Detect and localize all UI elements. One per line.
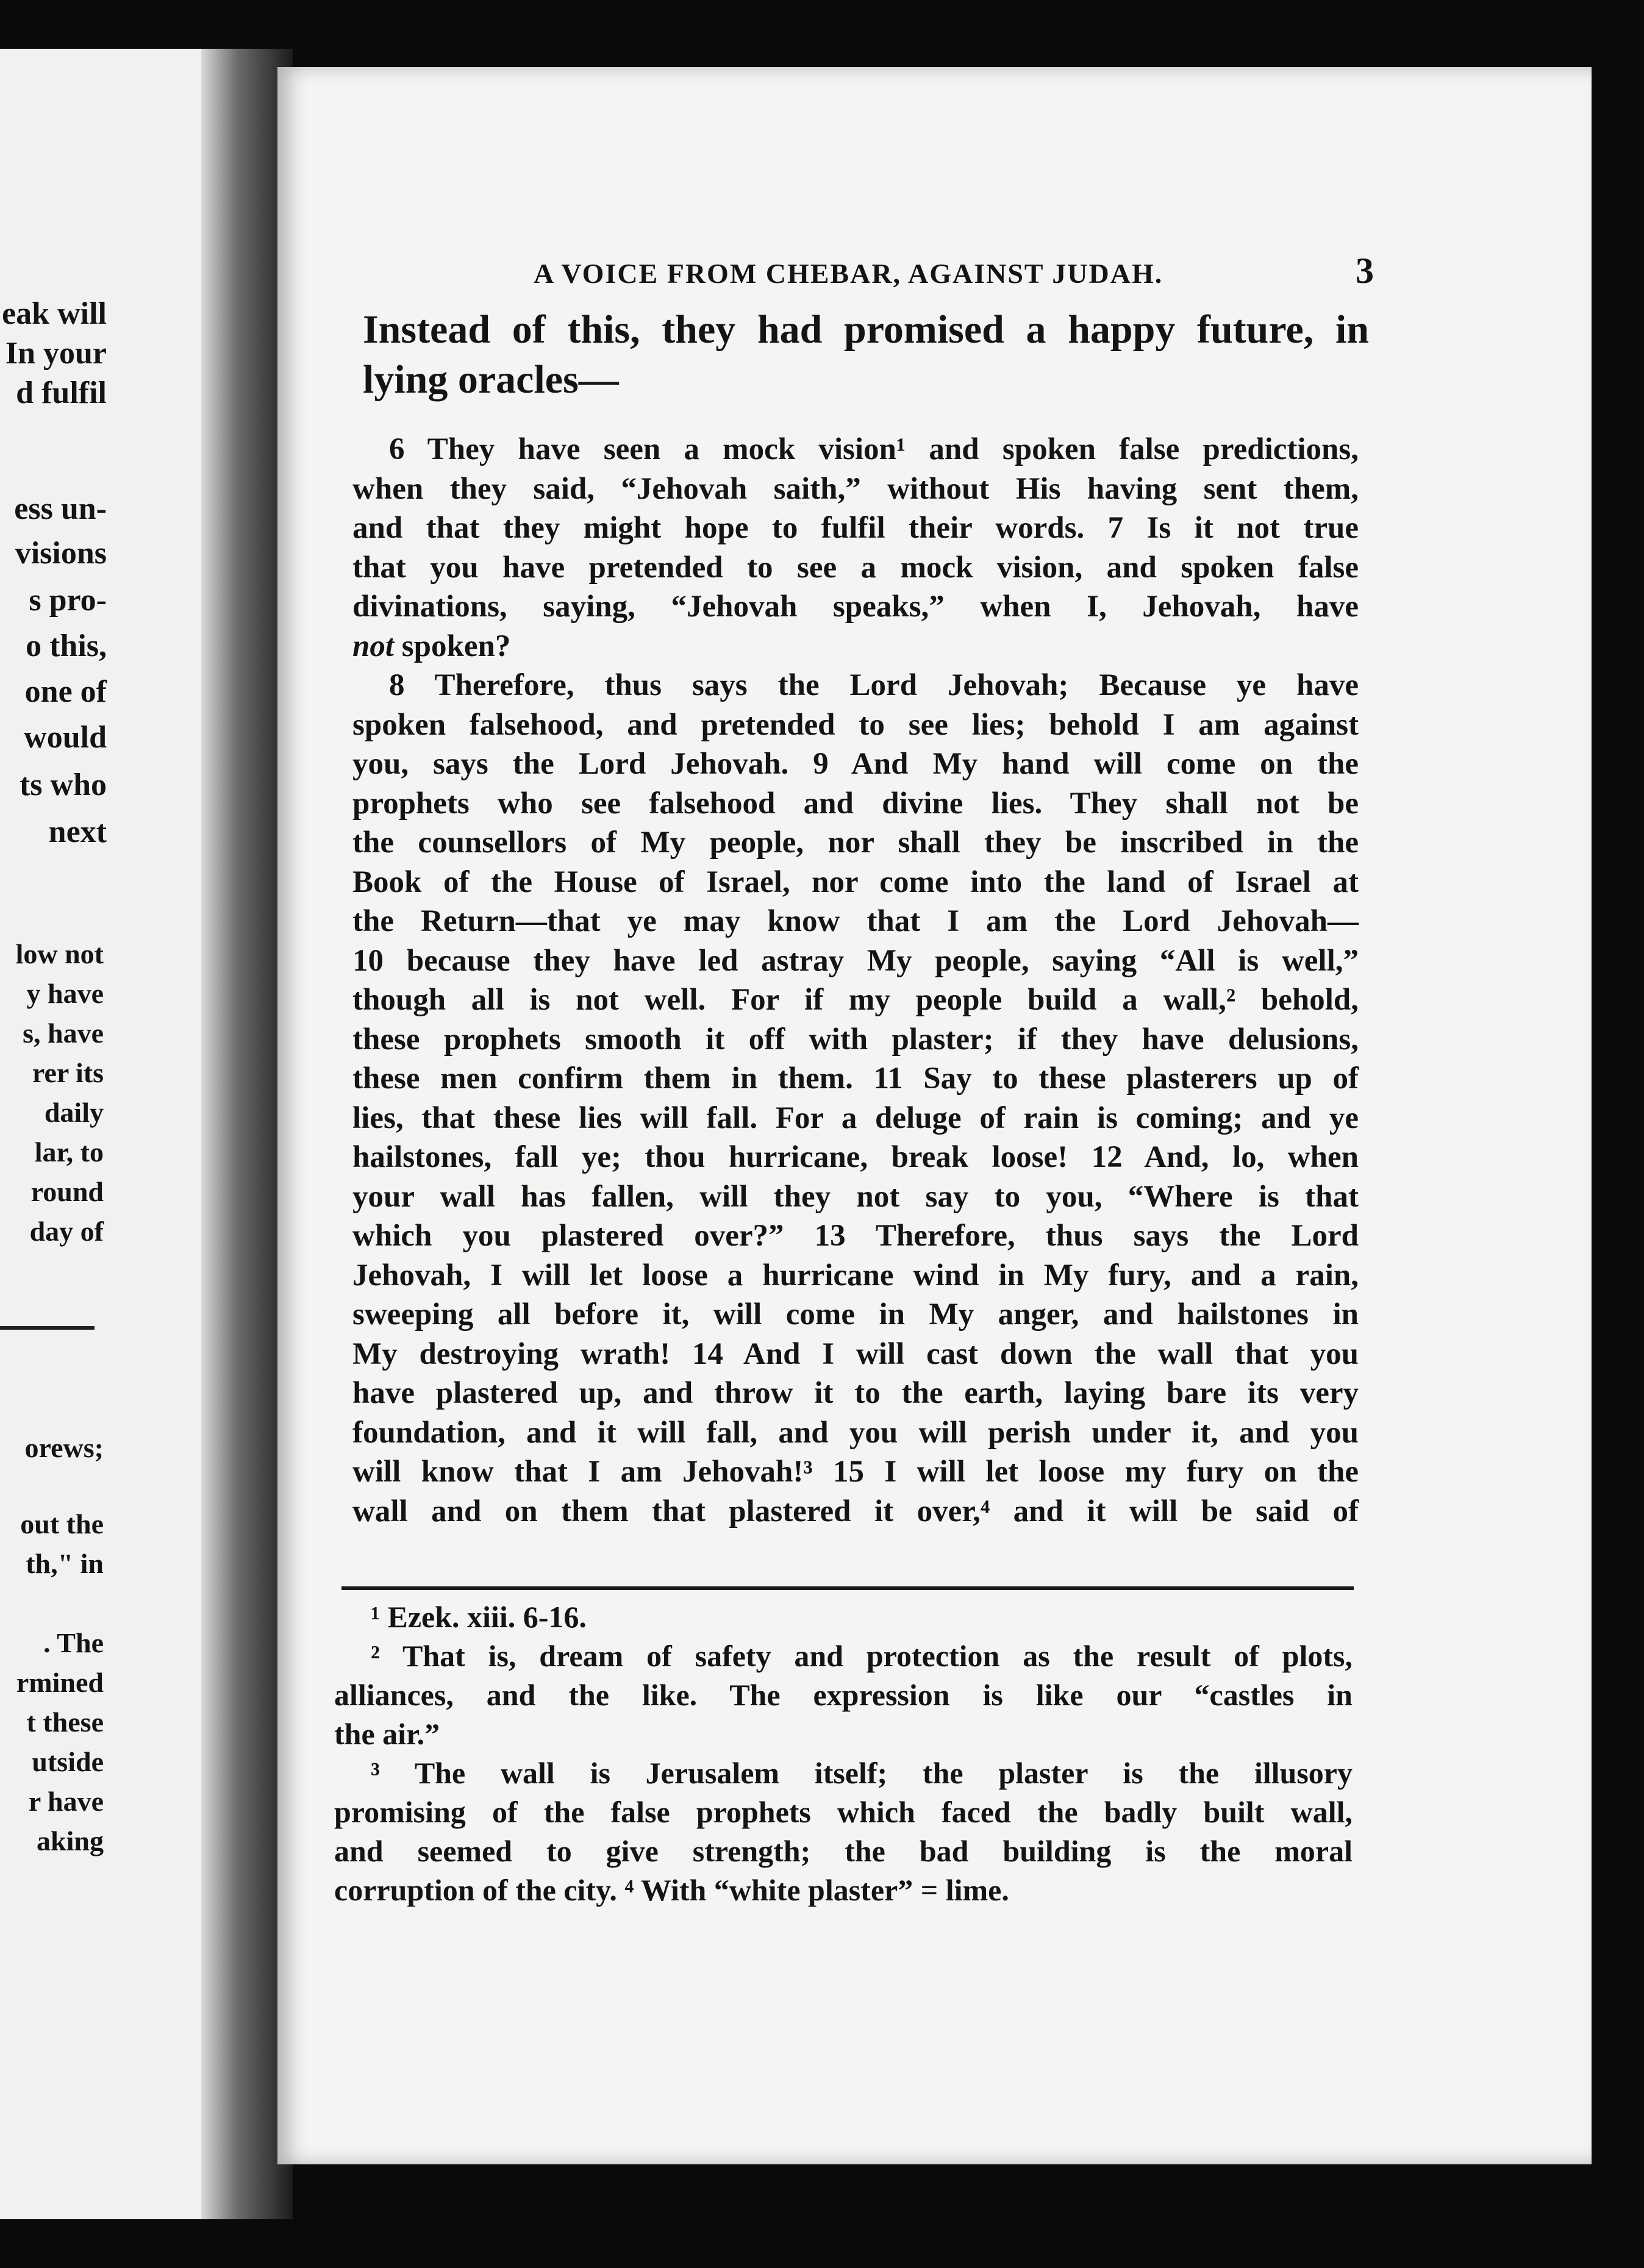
- body-line: Jehovah, I will let loose a hurricane wind in My fury, and a rain,: [352, 1258, 1359, 1293]
- left-page-line: utside: [32, 1746, 104, 1777]
- left-page-line: would: [24, 720, 107, 755]
- body-line: which you plastered over?” 13 Therefore, thus says the Lord: [352, 1219, 1359, 1253]
- left-page-line: s pro-: [29, 583, 107, 618]
- left-page-line: lar, to: [34, 1136, 104, 1168]
- page-number: 3: [1356, 251, 1375, 291]
- left-page-line: r have: [28, 1786, 104, 1817]
- left-page-line: round: [30, 1176, 104, 1207]
- footnote-3-line: and seemed to give strength; the bad building is the moral: [334, 1834, 1353, 1868]
- footnote-2-line: the air.”: [334, 1717, 440, 1751]
- left-page-footnote-rule: [0, 1326, 95, 1330]
- left-page-line: eak will: [2, 296, 107, 331]
- body-line: your wall has fallen, will they not say to you, “Where is that: [352, 1179, 1359, 1214]
- body-line: will know that I am Jehovah!³ 15 I will let loose my fury on the: [352, 1455, 1359, 1489]
- left-page-line: out the: [20, 1508, 104, 1539]
- left-page-line: daily: [44, 1097, 104, 1128]
- footnote-4: ⁴ With “white plaster” = lime.: [624, 1873, 1009, 1907]
- footnote-2-line: alliances, and the like. The expression is like our “castles in: [334, 1678, 1353, 1712]
- footnotes: [334, 1597, 1353, 1910]
- body-line: 6 They have seen a mock vision¹ and spoken false predictions,: [389, 432, 1359, 466]
- lead-paragraph: [363, 305, 1369, 405]
- body-line: when they said, “Jehovah saith,” without His having sent them,: [352, 471, 1359, 506]
- left-page-line: next: [48, 815, 107, 849]
- body-line: 10 because they have led astray My people, saying “All is well,”: [352, 943, 1359, 978]
- body-line: Book of the House of Israel, nor come into the land of Israel at: [352, 865, 1359, 899]
- left-page-line: ts who: [19, 768, 107, 802]
- footnote-3-line: ³ The wall is Jerusalem itself; the plaster is the illusory: [371, 1756, 1353, 1790]
- left-page-line: ess un-: [14, 491, 107, 526]
- body-line: wall and on them that plastered it over,⁴ and it will be said of: [352, 1494, 1359, 1528]
- body-line: though all is not well. For if my people build a wall,² behold,: [352, 983, 1359, 1017]
- body-line: foundation, and it will fall, and you will perish under it, and you: [352, 1415, 1359, 1450]
- body-line: these men confirm them in them. 11 Say to these plasterers up of: [352, 1061, 1359, 1096]
- body-line: sweeping all before it, will come in My anger, and hailstones in: [352, 1297, 1359, 1332]
- footnote-3-line: promising of the false prophets which faced the badly built wall,: [334, 1795, 1353, 1829]
- body-line: these prophets smooth it off with plaster; if they have delusions,: [352, 1022, 1359, 1057]
- left-page-line: y have: [26, 978, 104, 1009]
- body-line: 8 Therefore, thus says the Lord Jehovah; Because ye have: [389, 668, 1359, 702]
- running-header: [534, 250, 1375, 292]
- body-line: have plastered up, and throw it to the earth, laying bare its very: [352, 1376, 1359, 1410]
- page-edge-shadow: [1592, 85, 1644, 2256]
- body-line: divinations, saying, “Jehovah speaks,” when I, Jehovah, have: [352, 590, 1359, 624]
- lead-line: lying oracles—: [363, 357, 619, 402]
- left-page-line: aking: [37, 1825, 104, 1856]
- footnote-3-end: corruption of the city.: [334, 1873, 617, 1907]
- body-line: spoken falsehood, and pretended to see lies; behold I am against: [352, 707, 1359, 742]
- left-page-line: s, have: [23, 1018, 104, 1049]
- left-page-line: o this,: [26, 629, 107, 663]
- left-page-line: rer its: [32, 1057, 104, 1088]
- left-page-line: low not: [15, 938, 104, 969]
- body-line: hailstones, fall ye; thou hurricane, break loose! 12 And, lo, when: [352, 1140, 1359, 1174]
- left-page-fragment: [0, 49, 235, 2219]
- body-line: that you have pretended to see a mock vision, and spoken false: [352, 550, 1359, 585]
- body-line: and that they might hope to fulfil their words. 7 Is it not true: [352, 511, 1359, 545]
- body-line: lies, that these lies will fall. For a deluge of rain is coming; and ye: [352, 1100, 1359, 1135]
- left-page-line: In your: [5, 336, 107, 371]
- left-page-line: rmined: [16, 1667, 104, 1698]
- left-page-line: one of: [24, 674, 107, 709]
- body-line: not spoken?: [352, 629, 511, 663]
- footnote-rule: [341, 1586, 1354, 1590]
- footnote-last-line: [334, 1870, 1353, 1910]
- left-page-line: th," in: [26, 1548, 104, 1579]
- body-line: the Return—that ye may know that I am the Lord Jehovah—: [352, 904, 1359, 938]
- left-page-line: d fulfil: [16, 376, 107, 410]
- left-page-line: . The: [43, 1627, 104, 1658]
- body-text: [352, 430, 1359, 1531]
- footnote-1: ¹ Ezek. xiii. 6-16.: [371, 1600, 587, 1634]
- body-line: prophets who see falsehood and divine lies. They shall not be: [352, 786, 1359, 821]
- body-line: you, says the Lord Jehovah. 9 And My hand will come on the: [352, 747, 1359, 781]
- left-page-line: orews;: [24, 1432, 104, 1463]
- left-page-line: day of: [29, 1216, 104, 1247]
- footnote-2-line: ² That is, dream of safety and protection as the result of plots,: [371, 1639, 1353, 1673]
- running-title: A VOICE FROM CHEBAR, AGAINST JUDAH.: [534, 258, 1163, 289]
- lead-line: Instead of this, they had promised a happy future, in: [363, 307, 1369, 352]
- body-line: the counsellors of My people, nor shall they be inscribed in the: [352, 826, 1359, 860]
- body-line: My destroying wrath! 14 And I will cast down the wall that you: [352, 1336, 1359, 1371]
- left-page-line: t these: [26, 1706, 104, 1738]
- left-page-line: visions: [15, 536, 107, 571]
